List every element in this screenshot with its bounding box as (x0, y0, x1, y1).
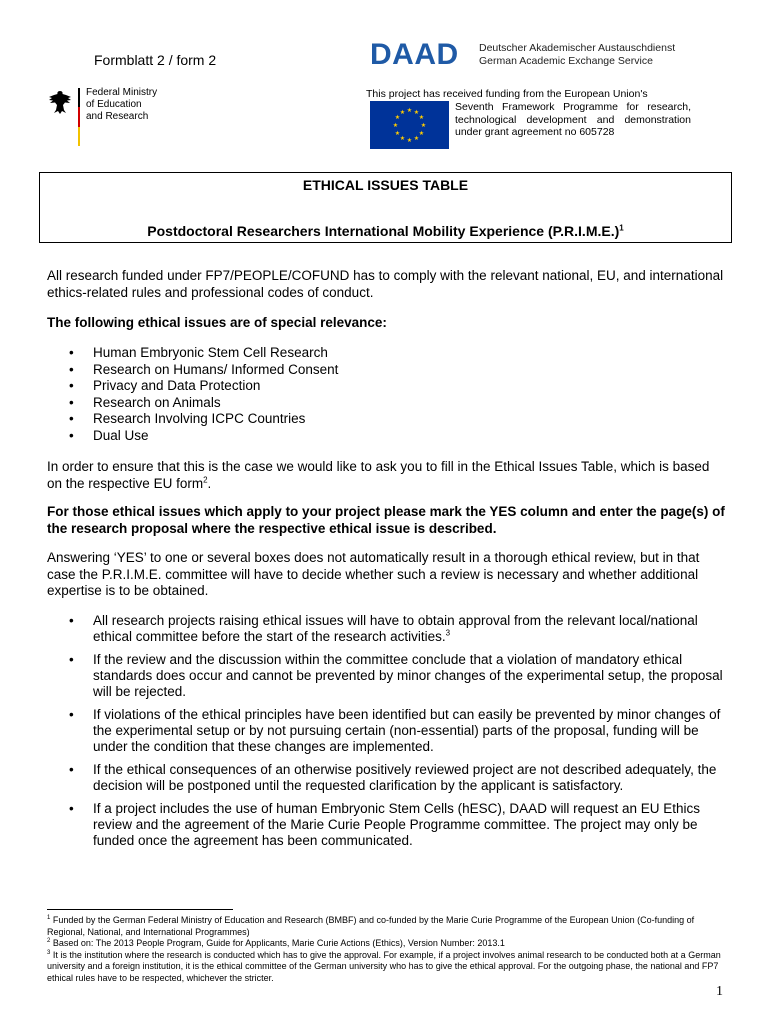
form-label: Formblatt 2 / form 2 (94, 52, 217, 68)
list-item: • Research on Animals (47, 395, 338, 412)
svg-text:★: ★ (418, 130, 425, 137)
svg-text:★: ★ (406, 137, 413, 144)
answering-paragraph: Answering ‘YES’ to one or several boxes does not automatically result in a thorough ethical review, but in that case the P.R.I.M.E. committee will have to decide whether such a review is necessary and whether additional expertise is to be obtained. (47, 550, 700, 598)
footnote (47, 938, 727, 950)
list-item (47, 652, 727, 700)
fill-in-end: . (207, 475, 212, 491)
footnote-ref: 2 (203, 475, 208, 484)
footnote (47, 915, 727, 938)
footnote-ref: 3 (445, 628, 451, 638)
footnote-number: 1 (47, 915, 51, 921)
footnote-number: 3 (47, 949, 51, 956)
page-title: ETHICAL ISSUES TABLE (302, 177, 469, 193)
svg-text:★: ★ (394, 130, 401, 137)
list-item (47, 801, 727, 849)
svg-text:★: ★ (392, 122, 399, 129)
bmbf-line: and Research (86, 111, 149, 122)
footnote-divider (47, 909, 233, 910)
fill-in-paragraph (47, 459, 727, 492)
svg-text:★: ★ (418, 114, 425, 121)
svg-text:★: ★ (399, 109, 406, 116)
bmbf-line: Federal Ministry (86, 87, 158, 98)
footnote-text: Based on: The 2013 People Program, Guide for Applicants, Marie Curie Actions (Ethics), Version Number: 2013.1 (50, 938, 505, 948)
list-item: • Privacy and Data Protection (47, 378, 338, 395)
page-subtitle (40, 223, 731, 239)
fill-in-text: In order to ensure that this is the case we would like to ask you to fill in the Ethical Issues Table, which is based on the respective EU form (47, 459, 710, 491)
list-item: • Human Embryonic Stem Cell Research (47, 345, 338, 362)
svg-text:★: ★ (406, 107, 413, 114)
daad-name (479, 42, 675, 68)
instruction-paragraph: For those ethical issues which apply to your project please mark the YES column and enter the page(s) of the research proposal where the respective ethical issue is described. (47, 504, 725, 536)
eu-funding-text-continued: Seventh Framework Programme for research, technological development and demonstration under grant agreement no 605728 (455, 101, 691, 139)
list-item: • Dual Use (47, 428, 338, 445)
relevance-heading: The following ethical issues are of special relevance: (47, 315, 387, 330)
list-item (47, 613, 727, 645)
bmbf-line: of Education (86, 99, 142, 110)
footnote-text: It is the institution where the research is conducted which has to give the approval. For example, if a project involves animal research to be conducted both at a German university and a foreign institution, it is the ethical committee of the German university who has to give the ethical approval. For the outgoing phase, the national and FP7 ethical rules have to be respected, whichever the stricter. (47, 949, 721, 983)
svg-text:★: ★ (413, 135, 420, 142)
rule-text: If the review and the discussion within the committee conclude that a violation of mandatory ethical standards does occur and cannot be prevented by minor changes of the experimental setup, the proposal will be rejected. (93, 652, 723, 699)
footnote (47, 950, 727, 985)
subtitle-text: Postdoctoral Researchers International Mobility Experience (P.R.I.M.E.) (147, 223, 620, 239)
rule-text: If violations of the ethical principles have been identified but can easily be prevented by minor changes of the experimental setup or by not pursuing certain (non-essential) parts of the proposal, funding will be under the condition that these changes are implemented. (93, 707, 721, 754)
title-box (39, 172, 732, 243)
rule-text: If the ethical consequences of an otherwise positively reviewed project are not described adequately, the decision will be postponed until the requested clarification by the applicant is satisfactory. (93, 762, 717, 793)
svg-text:★: ★ (413, 109, 420, 116)
footnotes (47, 915, 727, 984)
svg-text:★: ★ (394, 114, 401, 121)
federal-eagle-icon (46, 88, 74, 116)
daad-logo: DAAD (370, 38, 459, 71)
list-item: • Research Involving ICPC Countries (47, 411, 338, 428)
rule-text: All research projects raising ethical issues will have to obtain approval from the relevant local/national ethical committee before the start of the research activities. (93, 613, 698, 644)
rule-text: If a project includes the use of human Embryonic Stem Cells (hESC), DAAD will request an EU Ethics review and the agreement of the Marie Curie People Programme committee. The project may only be funded once the agreement has been communicated. (93, 801, 700, 848)
footnote-ref: 1 (619, 223, 624, 233)
eu-flag-icon (370, 101, 449, 149)
page-number: 1 (716, 984, 723, 999)
rules-list (47, 613, 727, 856)
daad-name-en: German Academic Exchange Service (479, 55, 653, 67)
list-item (47, 707, 727, 755)
eu-funding-text: This project has received funding from the European Union's (366, 88, 648, 100)
footnote-number: 2 (47, 938, 51, 944)
intro-paragraph: All research funded under FP7/PEOPLE/COFUND has to comply with the relevant national, EU, and international ethics-related rules and professional codes of conduct. (47, 268, 724, 300)
list-item: • Research on Humans/ Informed Consent (47, 362, 338, 379)
svg-text:★: ★ (399, 135, 406, 142)
daad-name-de: Deutscher Akademischer Austauschdienst (479, 42, 676, 54)
list-item (47, 762, 727, 794)
ethical-issues-list (47, 345, 338, 444)
svg-text:★: ★ (420, 122, 427, 129)
footnote-text: Funded by the German Federal Ministry of Education and Research (BMBF) and co-funded by the Marie Curie Programme of the European Union (Co-funding of Regional, National, and International Programmes) (47, 915, 695, 937)
